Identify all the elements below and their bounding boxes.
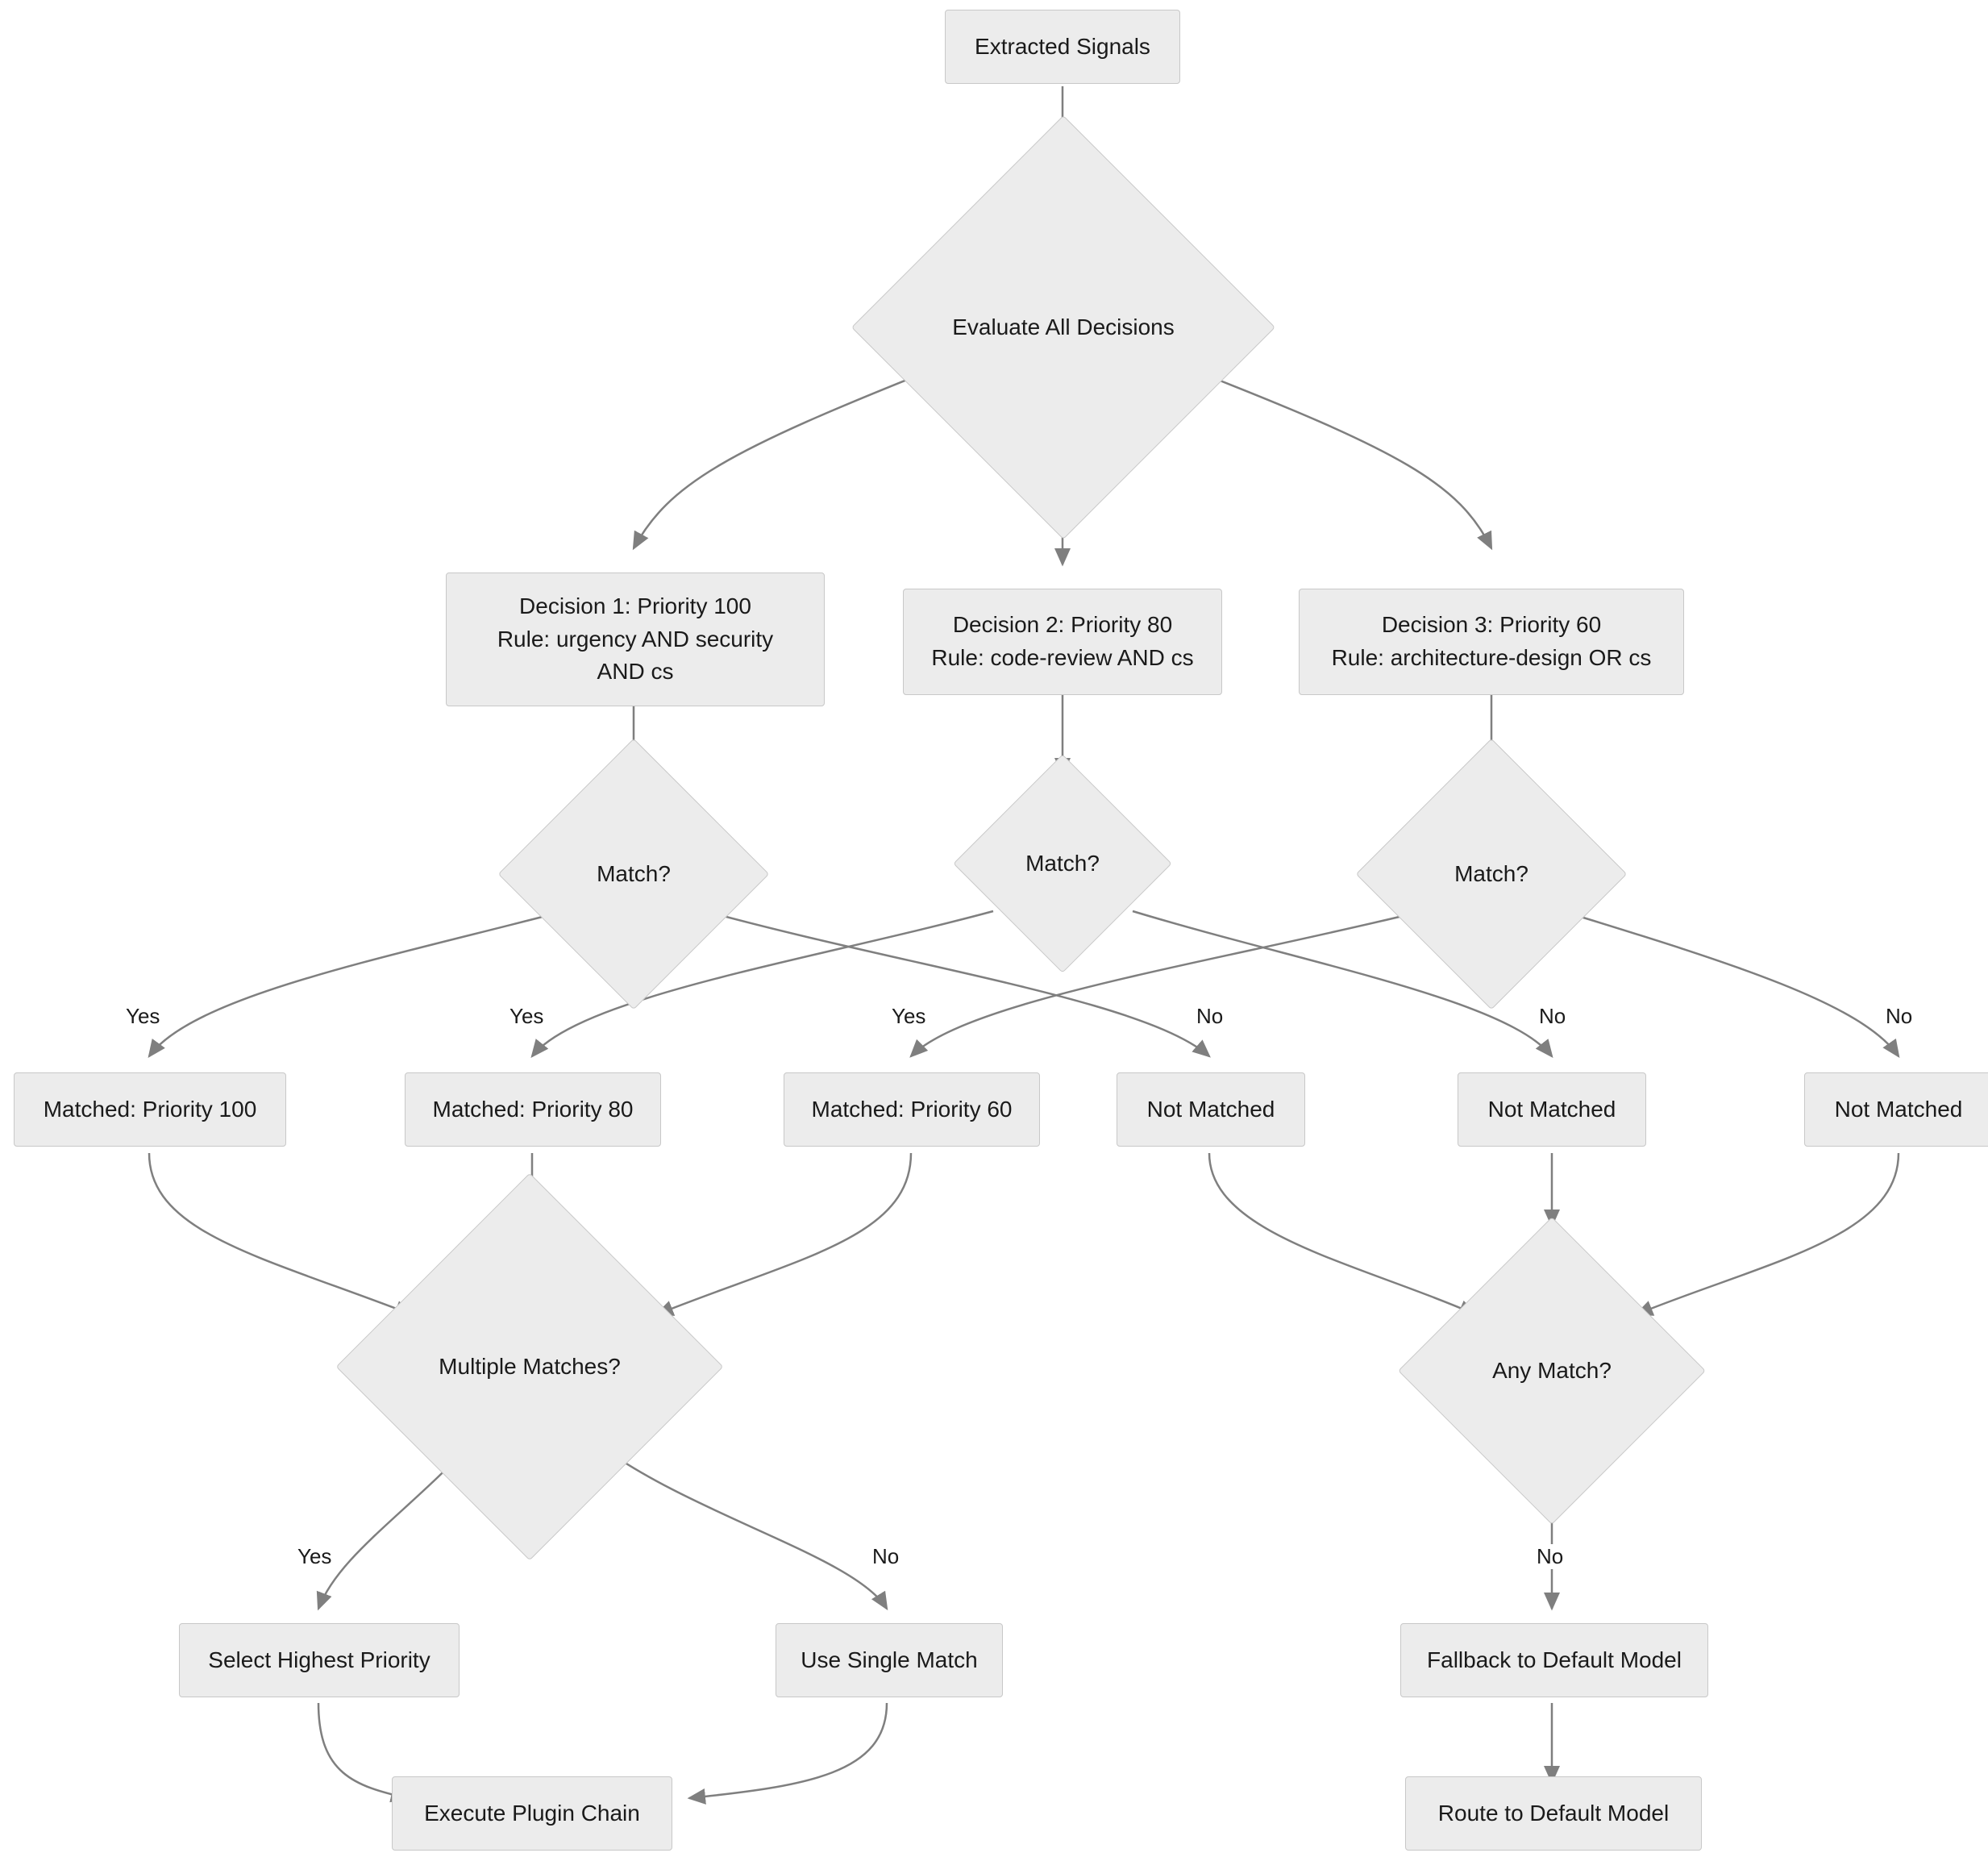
node-matched-priority-60[interactable] xyxy=(784,1072,1040,1147)
node-not-matched-2[interactable] xyxy=(1458,1072,1646,1147)
node-label-line-3: AND cs xyxy=(597,659,674,685)
node-label-line-2: Rule: code-review AND cs xyxy=(931,645,1194,670)
edge-evaluate-to-decision1 xyxy=(634,367,939,548)
node-label: Matched: Priority 80 xyxy=(432,1096,634,1122)
node-extracted-signals[interactable] xyxy=(945,10,1180,84)
node-label: Any Match? xyxy=(1492,1358,1612,1383)
node-decision-3[interactable] xyxy=(1299,589,1684,695)
node-label: Select Highest Priority xyxy=(208,1647,430,1672)
node-decision-1[interactable] xyxy=(446,573,825,706)
edge-label-no-any-match: No xyxy=(1533,1544,1566,1569)
edge-label-yes-2: Yes xyxy=(506,1004,547,1029)
node-label-line-2: Rule: urgency AND security xyxy=(497,626,774,652)
node-label-line-1: Decision 1: Priority 100 xyxy=(519,593,751,619)
node-not-matched-3[interactable] xyxy=(1804,1072,1988,1147)
edge-notmatched1-to-any xyxy=(1209,1153,1475,1314)
node-label: Not Matched xyxy=(1487,1096,1616,1122)
edge-label-yes-1: Yes xyxy=(123,1004,163,1029)
node-not-matched-1[interactable] xyxy=(1117,1072,1305,1147)
edge-evaluate-to-decision3 xyxy=(1185,367,1491,548)
node-use-single-match[interactable] xyxy=(776,1623,1003,1697)
node-matched-priority-80[interactable] xyxy=(405,1072,661,1147)
node-fallback-to-default-model[interactable] xyxy=(1400,1623,1708,1697)
node-label: Route to Default Model xyxy=(1437,1800,1670,1826)
edge-match3-no xyxy=(1562,911,1899,1056)
edge-label-no-multiple-matches: No xyxy=(869,1544,902,1569)
node-any-match[interactable] xyxy=(1443,1262,1661,1480)
node-match-3[interactable] xyxy=(1395,778,1587,970)
node-evaluate-all-decisions[interactable] xyxy=(913,177,1213,477)
edge-matched60-to-multiple xyxy=(657,1153,911,1314)
node-label: Fallback to Default Model xyxy=(1427,1647,1682,1672)
node-label: Matched: Priority 100 xyxy=(43,1096,257,1122)
node-match-1[interactable] xyxy=(538,778,730,970)
node-label: Matched: Priority 60 xyxy=(811,1096,1013,1122)
edge-label-no-1: No xyxy=(1193,1004,1226,1029)
node-label: Match? xyxy=(597,861,671,886)
node-label: Multiple Matches? xyxy=(439,1354,621,1379)
node-matched-priority-100[interactable] xyxy=(14,1072,286,1147)
edge-label-yes-multiple-matches: Yes xyxy=(294,1544,335,1569)
node-label-line-2: Rule: architecture-design OR cs xyxy=(1331,645,1652,670)
edge-usesingle-to-execute xyxy=(689,1703,887,1798)
edge-matched100-to-multiple xyxy=(149,1153,411,1314)
node-label: Not Matched xyxy=(1146,1096,1275,1122)
node-select-highest-priority[interactable] xyxy=(179,1623,460,1697)
node-label-line-1: Decision 2: Priority 80 xyxy=(952,612,1173,638)
node-label-line-1: Decision 3: Priority 60 xyxy=(1381,612,1602,638)
edge-label-no-2: No xyxy=(1536,1004,1569,1029)
node-label: Evaluate All Decisions xyxy=(952,314,1175,339)
node-label: Match? xyxy=(1025,851,1100,876)
node-label: Match? xyxy=(1454,861,1528,886)
node-label: Use Single Match xyxy=(801,1647,978,1672)
edge-label-yes-3: Yes xyxy=(888,1004,929,1029)
node-decision-2[interactable] xyxy=(903,589,1222,695)
edge-match1-yes xyxy=(149,911,564,1056)
edge-notmatched3-to-any xyxy=(1637,1153,1899,1314)
node-label: Extracted Signals xyxy=(975,33,1150,59)
node-multiple-matches[interactable] xyxy=(393,1230,667,1504)
node-label: Not Matched xyxy=(1834,1096,1963,1122)
node-label: Execute Plugin Chain xyxy=(424,1800,640,1826)
node-match-2[interactable] xyxy=(985,786,1140,941)
node-execute-plugin-chain[interactable] xyxy=(392,1776,672,1851)
edge-label-no-3: No xyxy=(1882,1004,1915,1029)
node-route-to-default-model[interactable] xyxy=(1405,1776,1702,1851)
